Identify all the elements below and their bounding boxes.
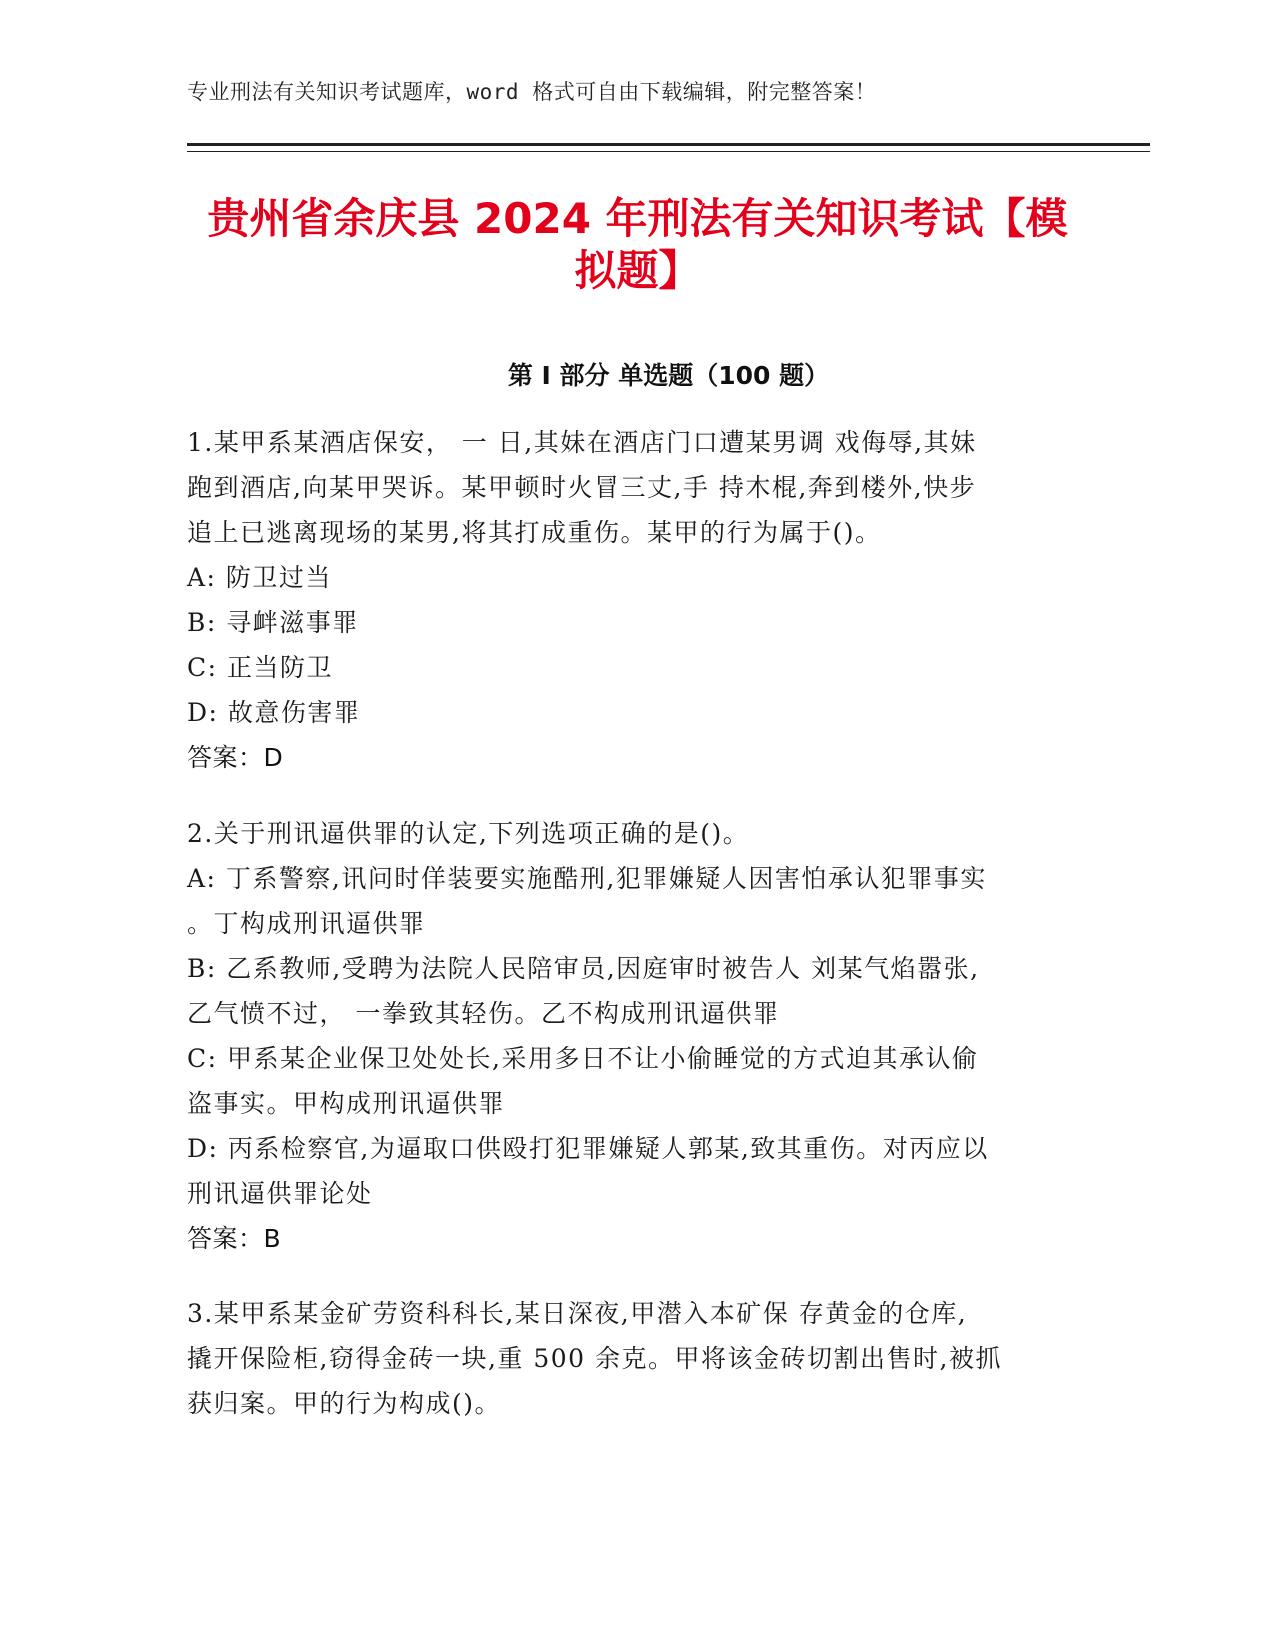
option-a: A: 丁系警察,讯问时佯装要实施酷刑,犯罪嫌疑人因害怕承认犯罪事实: [187, 864, 987, 893]
option-a-cont: 。丁构成刑讯逼供罪: [187, 909, 426, 938]
header-rule-thick: [187, 143, 1150, 146]
document-title: [180, 193, 1095, 297]
question-stem-line: 撬开保险柜,窃得金砖一块,重 500 余克。甲将该金砖切割出售时,被抓: [187, 1344, 1002, 1373]
question-stem-line: 1.某甲系某酒店保安， 一 日,其妹在酒店门口遭某男调 戏侮辱,其妹: [187, 428, 977, 457]
question-stem-line: 2.关于刑讯逼供罪的认定,下列选项正确的是()。: [187, 819, 750, 848]
option-c: C: 正当防卫: [187, 653, 333, 682]
title-line-2: 拟题】: [574, 246, 701, 295]
answer: 答案：D: [187, 743, 284, 772]
option-d: D: 故意伤害罪: [187, 698, 361, 727]
page-header-note: 专业刑法有关知识考试题库，word 格式可自由下载编辑，附完整答案！: [187, 80, 877, 104]
option-d-cont: 刑讯逼供罪论处: [187, 1179, 373, 1208]
question-stem-line: 追上已逃离现场的某男,将其打成重伤。某甲的行为属于()。: [187, 518, 882, 547]
option-a: A: 防卫过当: [187, 563, 332, 592]
option-b: B: 寻衅滋事罪: [187, 608, 359, 637]
question-stem-line: 跑到酒店,向某甲哭诉。某甲顿时火冒三丈,手 持木棍,奔到楼外,快步: [187, 473, 977, 502]
title-line-1: 贵州省余庆县 2024 年刑法有关知识考试【模: [207, 194, 1068, 243]
option-b-cont: 乙气愤不过， 一拳致其轻伤。乙不构成刑讯逼供罪: [187, 999, 780, 1028]
header-rule-thin: [187, 151, 1150, 152]
option-d: D: 丙系检察官,为逼取口供殴打犯罪嫌疑人郭某,致其重伤。对丙应以: [187, 1134, 989, 1163]
section-title: 第 I 部分 单选题（100 题）: [507, 361, 830, 390]
question-3: [187, 1291, 1087, 1426]
question-stem-line: 获归案。甲的行为构成()。: [187, 1389, 502, 1418]
question-2: [187, 811, 1087, 1261]
option-c: C: 甲系某企业保卫处处长,采用多日不让小偷睡觉的方式迫其承认偷: [187, 1044, 979, 1073]
question-stem-line: 3.某甲系某金矿劳资科科长,某日深夜,甲潜入本矿保 存黄金的仓库,: [187, 1299, 968, 1328]
answer: 答案：B: [187, 1224, 282, 1253]
question-1: [187, 420, 1087, 780]
option-c-cont: 盗事实。甲构成刑讯逼供罪: [187, 1089, 506, 1118]
option-b: B: 乙系教师,受聘为法院人民陪审员,因庭审时被告人 刘某气焰嚣张,: [187, 954, 980, 983]
